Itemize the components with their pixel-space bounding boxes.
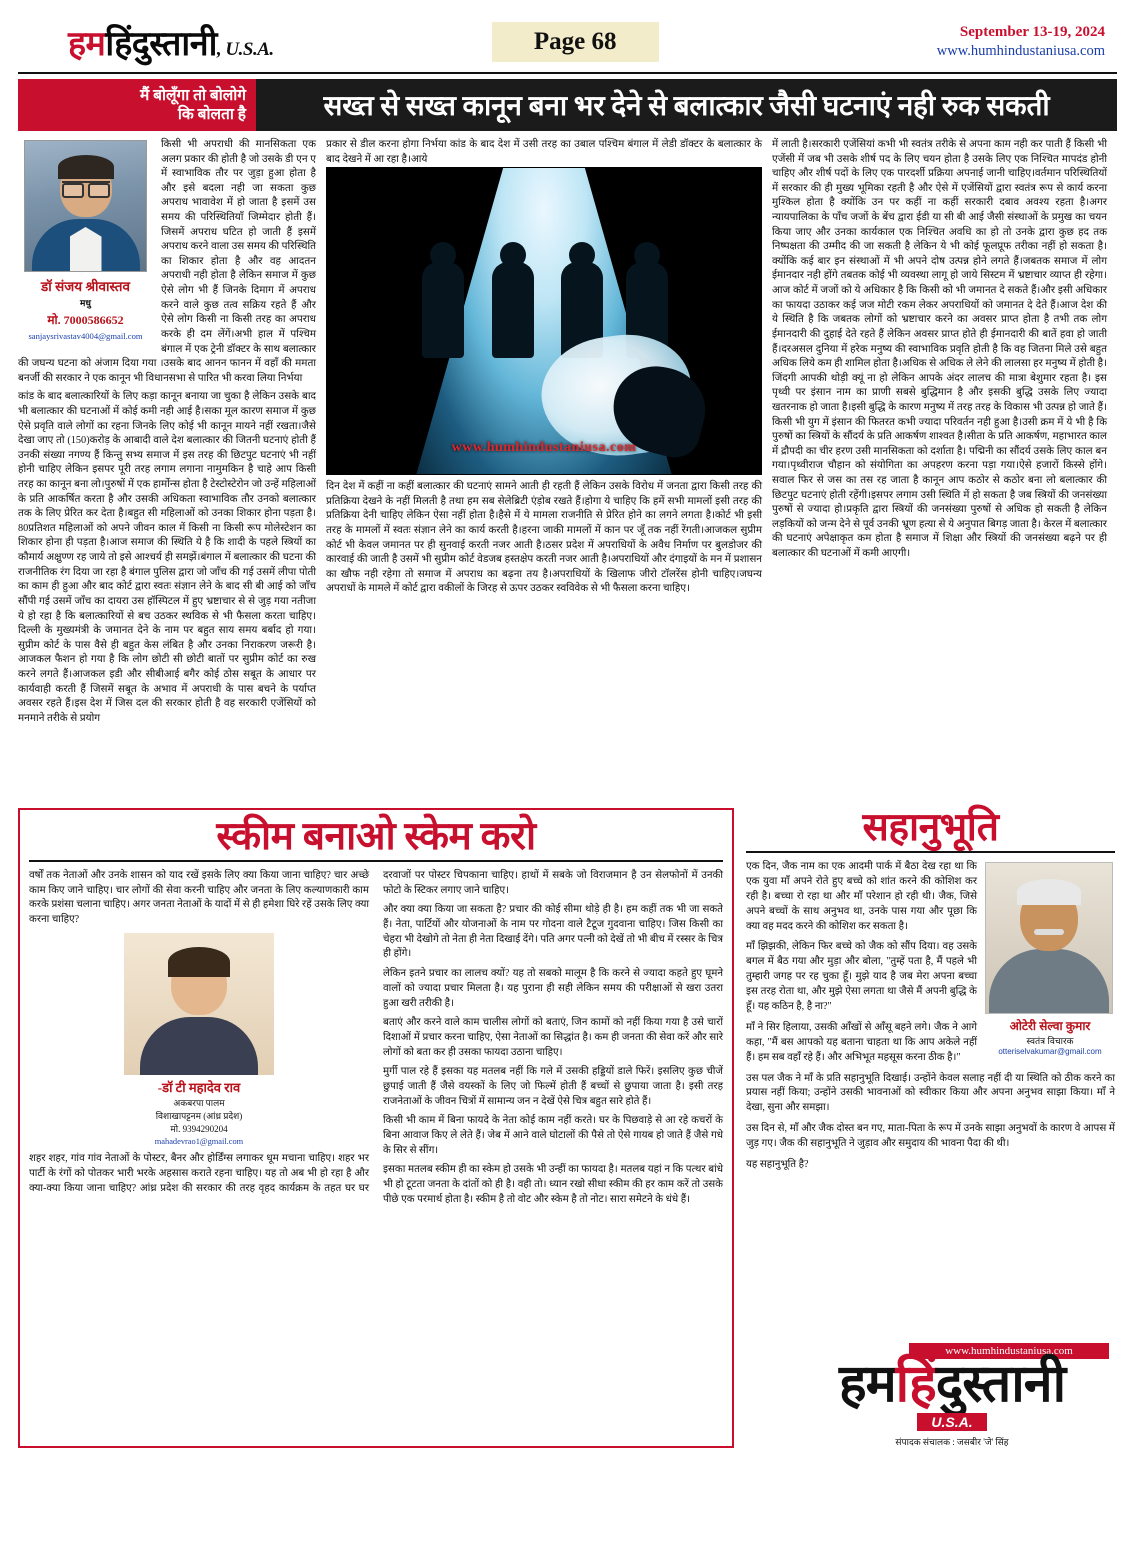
- author-nickname: मधु: [80, 298, 91, 309]
- website-url[interactable]: www.humhindustaniusa.com: [936, 43, 1105, 60]
- masthead: [18, 14, 1117, 70]
- article-illustration: [326, 167, 762, 475]
- sympathy-para-6: यह सहानुभूति है?: [746, 1159, 809, 1171]
- scheme-para-4: लेकिन इतने प्रचार का लालच क्यों? यह तो सबको मालूम है कि करने से ज्यादा कहते हुए घूमने वालों को ज्यादा प्रचार मिलता है। यह पुराना ही सही लेकिन समय की परीक्षाओं से खरा उतरा हुआ खरी तरीकी है।: [383, 968, 723, 1009]
- footer-editor: संपादक संचालक : जसबीर 'जे' सिंह: [895, 1437, 1009, 1447]
- author-block: [18, 140, 153, 342]
- masthead-right: [937, 22, 1117, 62]
- sympathy-title-rule: [746, 851, 1115, 853]
- scheme-para-3: और क्या क्या किया जा सकता है? प्रचार की कोई सीमा थोड़े ही है। हम कहीं तक भी जा सकते हैं। नेता, पार्टियों और योजनाओं के नाम पर गोदना वाले टैटूज गुदवाना चाहिए। जिस किसी का चेहरा भी देखोगे तो नेता ही नेता दिखाई देंगे। पति अगर पत्नी को देखें तो भी बीच में रस्सर के चित्र ही होंगे।: [383, 904, 723, 960]
- sympathy-author-photo: [985, 862, 1113, 1014]
- scheme-author-address-1: अकबरपा पालम: [173, 1098, 225, 1109]
- footer-logo-rest: दुस्तानी: [935, 1356, 1066, 1413]
- sympathy-para-3: माँ ने सिर हिलाया, उसकी आँखों से आँसू बहने लगे। जैक ने आगे कहा, "मैं बस आपको यह बताना चाहता था कि आप अकेले नहीं हैं। हम सब वहाँ रहे हैं। और अभिभूत महसूस करना ठीक है।": [746, 1021, 977, 1063]
- illustration-watermark: www.humhindustaniusa.com: [451, 440, 637, 456]
- article-column-1: [18, 138, 316, 798]
- author-email[interactable]: sanjaysrivastav4004@gmail.com: [28, 330, 143, 341]
- scheme-author-photo: [124, 933, 274, 1075]
- sympathy-title: सहानुभूति: [862, 806, 999, 849]
- sympathy-author-name: ओटेरी सेल्वा कुमार: [1009, 1019, 1091, 1033]
- headline-kicker: [18, 79, 256, 131]
- sympathy-author-block: [985, 862, 1115, 1056]
- article-col2-para2: दिन देश में कहीं ना कहीं बलात्कार की घटनाएं सामने आती ही रहती हैं लेकिन उसके विरोध में जनता द्वारा किसी तरह की प्रतिक्रिया देखने के नहीं मिलती है तथा हम सब सेलेब्रिटी एंड़ोब रखते हैं।होगा ये चाहिए कि हमें सभी मामलों इसी तरह की प्रतिक्रिया देनी चाहिए लेकिन ऐसा नहीं होता है।हैसे में ये मामला राजनीति से प्रेरित होने का लगने लगता है।कोर्ट भी इसी तरह के मामलों में स्वतः संज्ञान लेने का कार्य करती है।हरना जाकी मामलों में कान पर जूँ तक नहीं रेंगती।आजकल सुप्रीम कोर्ट भी केवल जमानत पर ही सुनवाई करती नजर आती है।ठसर प्रदेश में अपराधियों के अवैध निर्माण पर बुलडोजर की कारवाई की जाती है उसमें भी सुप्रीम कोर्ट वेडजब हस्तक्षेप करती नजर आती है।अपराधियों और दंगाइयों के मन में प्रशासन का खौफ नही रहेगा तो समाज में अपराध का बढ़ना तय है।अपराधियों के खिलाफ जीरो टॉलरेंस होनी चाहिए।जघन्य अपराधों के मामले में कोर्ट द्वारा वकीलों के जिरह से ऊपर उठकर स्वविवेक से भी फैसला करना चाहिए।: [326, 481, 762, 595]
- article-column-2: [326, 138, 762, 798]
- footer-logo: [787, 1343, 1117, 1448]
- scheme-author-name: -डॉ टी महादेव राव: [157, 1079, 241, 1095]
- scheme-title-rule: [29, 860, 723, 862]
- newspaper-page: [0, 14, 1135, 1547]
- scheme-author-address-2: विशाखापट्टनम (आंध्र प्रदेश): [155, 1111, 243, 1122]
- sympathy-para-1: एक दिन, जैक नाम का एक आदमी पार्क में बैठा देख रहा था कि एक युवा माँ अपने रोते हुए बच्चे को शांत करने की कोशिश कर रही है। बच्चा रो रहा था और माँ परेशान हो रही थी। जैक, जिसे अपने बच्चों के साथ अनुभव था, उनके पास गया और पूछा कि क्या वह मदद करने की कोशिश कर सकता है।: [746, 861, 977, 932]
- article-col2-para1: प्रकार से डील करना होगा निर्भया कांड के बाद देश में उसी तरह का उबाल पश्चिम बंगाल में लेडी डॉक्टर के बलात्कार के बाद देखने में आ रहा है।आये: [326, 139, 762, 165]
- scheme-para-6: मुर्गी पाल रहे हैं इसका यह मतलब नहीं कि गले में उसकी हड्डियों डाले फिरें। इसलिए कुछ चीजें छुपाई जाती हैं जैसे वयस्कों के लिए जो फिल्में होती हैं बच्चों से छुपाया जाता है। इसी तरह राजनेताओं के जीवन चित्रों में सामान्य जन न देखें ऐसे चित्र बहुत सारे होते हैं।: [383, 1066, 723, 1107]
- masthead-center: [274, 22, 937, 62]
- issue-date: September 13-19, 2024: [959, 24, 1105, 41]
- scheme-author-block: [112, 933, 287, 1149]
- scheme-article: [18, 808, 734, 1448]
- sympathy-author-email[interactable]: otteriselvakumar@gmail.com: [998, 1047, 1102, 1056]
- footer-url[interactable]: www.humhindustaniusa.com: [909, 1343, 1109, 1359]
- scheme-body: [29, 869, 723, 1207]
- main-article-area: [18, 138, 1117, 798]
- author-photo: [24, 140, 147, 272]
- sympathy-para-4: उस पल जैक ने माँ के प्रति सहानुभूति दिखाई। उन्होंने केवल सलाह नहीं दी या स्थिति को ठीक करने का प्रयास नहीं किया; उन्होंने उसकी भावनाओं को स्वीकार किया और अपना अनुभव साझा किया। माँ ने देखा, सुना और समझा।: [746, 1072, 1115, 1114]
- logo-usa: , U.S.A.: [216, 39, 274, 60]
- scheme-title: स्कीम बनाओ स्केम करो: [216, 815, 536, 858]
- headline-main: सख्त से सख्त कानून बना भर देने से बलात्कार जैसी घटनाएं नही रुक सकती: [256, 79, 1117, 131]
- sympathy-author-role: स्वतंत्र विचारक: [1026, 1036, 1074, 1046]
- footer-logo-hi: हिं: [895, 1356, 936, 1413]
- scheme-para-8: इसका मतलब स्कीम ही का स्केम हो उसके भी उन्हीं का फायदा है। मतलब यहां न कि पत्थर बांधे भी हो टूटता जनता के दांतों को ही है। वही तो। ध्यान रखो सीधा स्कीम की हर काम करें तो उसके पीछे एक परमार्थ होता है। स्कीम है तो वोट और स्केम है तो नोट। सारा समेटने के धंधे हैं।: [383, 1164, 723, 1205]
- logo-hindustani: हिंदुस्तानी: [105, 26, 217, 63]
- masthead-logo: [18, 19, 274, 65]
- sympathy-para-5: उस दिन से, माँ और जैक दोस्त बन गए, माता-पिता के रूप में उनके साझा अनुभवों के कारण वे आपस में जुड़ गए। जैक की सहानुभूति ने जुड़ाव और समुदाय की भावना पैदा की थी।: [746, 1123, 1115, 1150]
- scheme-author-email[interactable]: mahadevrao1@gmail.com: [154, 1137, 244, 1147]
- article-col1-para1: किसी भी अपराधी की मानसिकता एक अलग प्रकार की होती है जो उसके डी एन ए में स्वाभाविक तौर पर जुड़ा हुआ होता है और इसे बदला नही जा सकता कुछ अपराध भावावेश में हो जाता है इसमें उस समय की परिस्थितियाँ जिम्मेदार होती हैं।जिसमें अपराध घटित हो जाती हैं इसमें अपराध करने वाला उस समय की परिस्थिति का शिकार होता है और वह आदतन अपराधी नही होता है लेकिन समाज में कुछ ऐसे लोग भी हैं जिनके दिमाग में अपराध करने वाले कुछ तत्व सक्रिय रहते हैं और ऐसे लोग किसी ना किसी तरह का अपराध करके ही दम लेंगें।अभी हाल में पश्चिम बंगाल में एक ट्रेनी डॉक्टर के साथ बलात्कार की जघन्य घटना को अंजाम दिया गया ।उसके बाद आनन फानन में वहाँ की ममता बनर्जी की सरकार ने एक कानून भी विधानसभा से पारित भी करवा लिया निर्भया: [18, 139, 316, 384]
- page-number: Page 68: [492, 22, 659, 62]
- footer-logo-hum: हम: [838, 1356, 896, 1413]
- headline-bar: [18, 79, 1117, 131]
- article-col3-body: में लाती है।सरकारी एजेंसियां कभी भी स्वतंत्र तरीके से अपना काम नही कर पाती हैं किसी भी एजेंसी में जब भी उसके शीर्ष पद के लिए चयन होता है उसके लिए एक निश्चित मापदंड होनी चाहिए और शीर्ष पदों के लिए एक पारदर्शी प्रक्रिया अपनाई जानी चाहिए।वर्तमान परिस्थितियों में सरकार की ही मुख्य भूमिका रहती है और ऐसे में एजेंसियों द्वारा स्वतंत्र रूप से कार्य करना मुश्किल होता है क्योंकि उन पर कहीं ना कहीं सरकारी दबाव अवश्य रहता है।अगर न्यायपालिका के पाँच जजों के बेंच द्वारा ईडी या सी बी आई जैसी संस्थाओं के प्रमुख का चयन किया जाए और उनका कार्यकाल एक निश्चित अवधि का हो तो उनके द्वारा कुछ हद तक निष्पक्षता की उम्मीद की जा सकती है लेकिन ये भी कोई फूलप्रूफ तरीका नहीं हो सकता है।क्योंकि कई बार इन संस्थाओं में भी अपने दोष उत्पन्न होने लगते हैं।जबतक समाज में लोग ईमानदार नही होंगे तबतक कोई भी व्यवस्था लागू हो जाये सिस्टम में भ्रष्टाचार व्याप्त ही रहेगा।आज कोर्ट में जजों को ये अधिकार है कि किसी को भी जमानत दे सकते हैं।और इसी अधिकार का फायदा उठाकर कई जज मोटी रकम लेकर अपराधियों को जमानत दे देते हैं।आज देश की ये स्थिति है कि जबतक लोगों को भ्रष्टाचार करने का अवसर प्राप्त होता है तभी तक लोग ईमानदारी की दुहाई देते रहते हैं लेकिन अवसर प्राप्त होते ही ईमानदारी की बातें हवा हो जाती हैं।दरअसल दुनिया में हरेक मनुष्य की स्वाभाविक प्रवृति होती है कि वह जितना मिले उसे बहुत अधिक लिये कम ही शामिल होता है।अधिक से अधिक ले लेने की लालसा हर मनुष्य में होती है।जिंदगी आपकी थोड़ी क्यूं ना हो लेकिन आपके अंदर लालच की मात्रा बेशुमार रहता है। इस पृथ्वी पर इंसान नाम का प्राणी सबसे बुद्धिमान है और इसकी बुद्धि उसके लिए ज्यादा खतरनाक हो जाता है।इसी बुद्धि के कारण मनुष्य में तरह तरह के विकास भी उत्पन्न हो जाते हैं।किसी भी युग में इंसान की फितरत कभी ज्यादा परिवर्तन नही हुआ है।उसी क्रम में ये भी है कि पुरुषों का स्त्रियों के सौंदर्य के प्रति आकर्षण शाश्वत है।सीता के प्रति आकर्षण, महाभारत काल में द्रौपदी का चीर हरण उसी मानसिकता को दर्शाता है। पद्मिनी का सौंदर्य उसके लिए काल बन गया।पृथ्वीराज चौहान को संयोगिता का अपहरण करना पड़ा गया।ऐसे हजारों किस्से होंगे।सवाल फिर से जस का तस रह जाता है कानून आप कठोर से कठोर बना लो बलात्कार की छिटपुट घटनाएं होती रहेंगी।इसपर लगाम उसी स्थिति में हो सकता है जब स्त्रियों की जनसंख्या पुरुषों से ज्यादा हो।प्रकृति द्वारा स्त्रियों की जनसंख्या पुरुषों से अधिक हो सकती है लेकिन लड़कियों को जन्म देने से पूर्व उनकी भ्रूण हत्या से ये अनुपात बिगड़ जाता है। केरल में बलात्कार की घटनाएं अपेक्षाकृत कम होता है समाज में शिक्षा और स्त्रियों की जनसंख्या बढ़ने पर ही बलात्कार की घटनाओं में कमी आएगी।: [772, 139, 1107, 560]
- footer-wordmark: [787, 1356, 1117, 1413]
- logo-hum: हम: [68, 26, 106, 63]
- footer-usa-badge: U.S.A.: [917, 1413, 986, 1431]
- kicker-line-2: कि बोलता है: [177, 106, 246, 123]
- scheme-para-7: किसी भी काम में बिना फायदे के नेता कोई काम नहीं करते। घर के पिछवाड़े से आ रहे कचरों के बिना आवाज किए ले लेते हैं। जेब में आने वाले घोटालों की पैसे तो ऐसे गायब हो जाते हैं जैसे गधे के सिर से सींग।: [383, 1115, 723, 1156]
- article-column-3: [772, 138, 1107, 798]
- article-col1-para2: कांड के बाद बलात्कारियों के लिए कड़ा कानून बनाया जा चुका है लेकिन उसके बाद भी बलात्कार की घटनाओं में कोई कमी नही आई है।सका मूल कारण समाज में कुछ ऐसे प्रवृति वाले लोगों का रहना जिनके लिए कोई भी कानून मायने नहीं रखता।जैसे देखा जाए तो (150)करोड़ के आबादी वाले देश बलात्कार की जितनी घटनाएं होती हैं उनकी संख्या नगण्य हैं किन्तु सभ्य समाज में इस तरह की छिटपुट घटनाएं भी नहीं होनी चाहिए लेकिन इसपर पूरी तरह लगाम लगाना नामुमकिन है चाहे आप किसी तरह का कानून बना लो।पुरुषों में एक हार्मोन्स होता है टेस्टोस्टेरोन जो उन्हें महिलाओं के प्रति आकर्षित करता है और उसकी अधिकता स्वाभाविक तौर उनको बलात्कार तक के लिए प्रेरित कर देता है।बहुत सी महिलाओं को उनका शिकार होना पड़ता है।80प्रतिशत महिलाओं को अपने जीवन काल में किसी ना किसी रूप मोलेस्टेशन का शिकार होना ही पड़ता है।आज समाज की स्थिति ये है कि शादी के पहले स्त्रियों का कौमार्य अक्षुण्ण रह जाये तो इसे आश्चर्य ही समझें।बंगाल में बलात्कार की घटना की राजनीतिक रंग दिया जा रहा है बंगाल पुलिस द्वारा जो जाँच की गई उसमें लीपा पोती का काम ही हुआ और बाद कोर्ट द्वारा स्वतः संज्ञान लेने के बाद सी बी आई को जाँच सौंपी गई उसमें जाँच का दायरा उस हॉस्पिटल में हुए भ्रष्टाचार से से जुड़ गया नतीजा ये हो रहा है कि बलात्कारियों से बच उठकर स्थविक से भी फैसला करता चाहिए।दिल्ली के मुख्यमंत्री के जमानत देने के नाम पर बहुत साय समय बर्बाद हो गया।सुप्रीम कोर्ट के पास वैसे ही बहुत केस लंबित है और उनका निराकरण जरूरी है।आजकल फैशन हो गया है कि लोग छोटी सी छोटी बातों पर सुप्रीम कोर्ट का रुख करने लगते हैं।आजकल इडी और सीबीआई बगैर कोई ठोस सबूत के आधार पर कार्यवाही करती हैं जिसमें सबूत के अभाव में अपराधी के पास बचने के पर्याप्त अवसर रहते हैं।इस देश में जिस दल की सरकार होती है वह सरकारी एजेंसियों को मनमाने तरीके से प्रयोग: [18, 391, 316, 724]
- author-phone: मो. 7000586652: [47, 312, 124, 327]
- scheme-para-2: शहर शहर, गांव गांव नेताओं के पोस्टर, बैनर और होर्डिंग्स लगाकर धूम मचाना चाहिए। शहर भर पार्टी के रंगों को पोतकर भारी भरके अहसास कराते रहना चाहिए। यह तो अब भी हो रहा है और क्या-क्या किया जाना चाहिए? आंध्र प्रदेश की सरकार की तरह वृहद कार्यक्रम के तहत घर घर दरवाजों पर पोस्टर चिपकाना चाहिए। हाथों में सबके जो विराजमान है उन सेलफोनों में उनकी फोटो के स्टिकर लगाए जाने चाहिए।: [29, 870, 723, 1194]
- scheme-author-phone: मो. 9394290204: [170, 1124, 228, 1135]
- sympathy-para-2: माँ झिझकी, लेकिन फिर बच्चे को जैक को सौंप दिया। वह उसके बगल में बैठ गया और मुड़ा और बोला, "तुम्हें पता है, मैं पहले भी तुम्हारी जगह पर रह चुका हूँ। मुझे याद है जब मेरा अपना बच्चा इस तरह रोता था, और मुझे ऐसा लगता था जैसे मैं अपनी बुद्धि के हूँ। यह कठिन है, है ना?": [746, 941, 977, 1013]
- scheme-para-1: वर्षों तक नेताओं और उनके शासन को याद रखें इसके लिए क्या किया जाना चाहिए? चार अच्छे काम किए जाने चाहिए। चार लोगों की सेवा करनी चाहिए और जनता के लिए कल्याणकारी काम करके प्रशंसा चलाना चाहिए। अगर जनता नेताओं के यादों में से ही हमेशा घिरे रहें उसके लिए क्या करना चाहिए?: [29, 870, 369, 926]
- author-name: डॉ संजय श्रीवास्तव: [41, 279, 130, 294]
- lower-section: [18, 808, 1117, 1448]
- scheme-para-5: बताएं और करने वाले काम चालीस लोगों को बताएं, जिन कामों को नहीं किया गया है उसे चारों दिशाओं में प्रचार करना चाहिए, ऐसा नेताओं का सिद्धांत है। कम ही जनता की सेवा करें और सारे लोगों को बता कर ही उसका फायदा उठाना चाहिए।: [383, 1017, 723, 1058]
- kicker-line-1: मैं बोलूँगा तो बोलोगे: [140, 86, 246, 104]
- sympathy-article: [744, 808, 1117, 1448]
- masthead-divider: [18, 72, 1117, 74]
